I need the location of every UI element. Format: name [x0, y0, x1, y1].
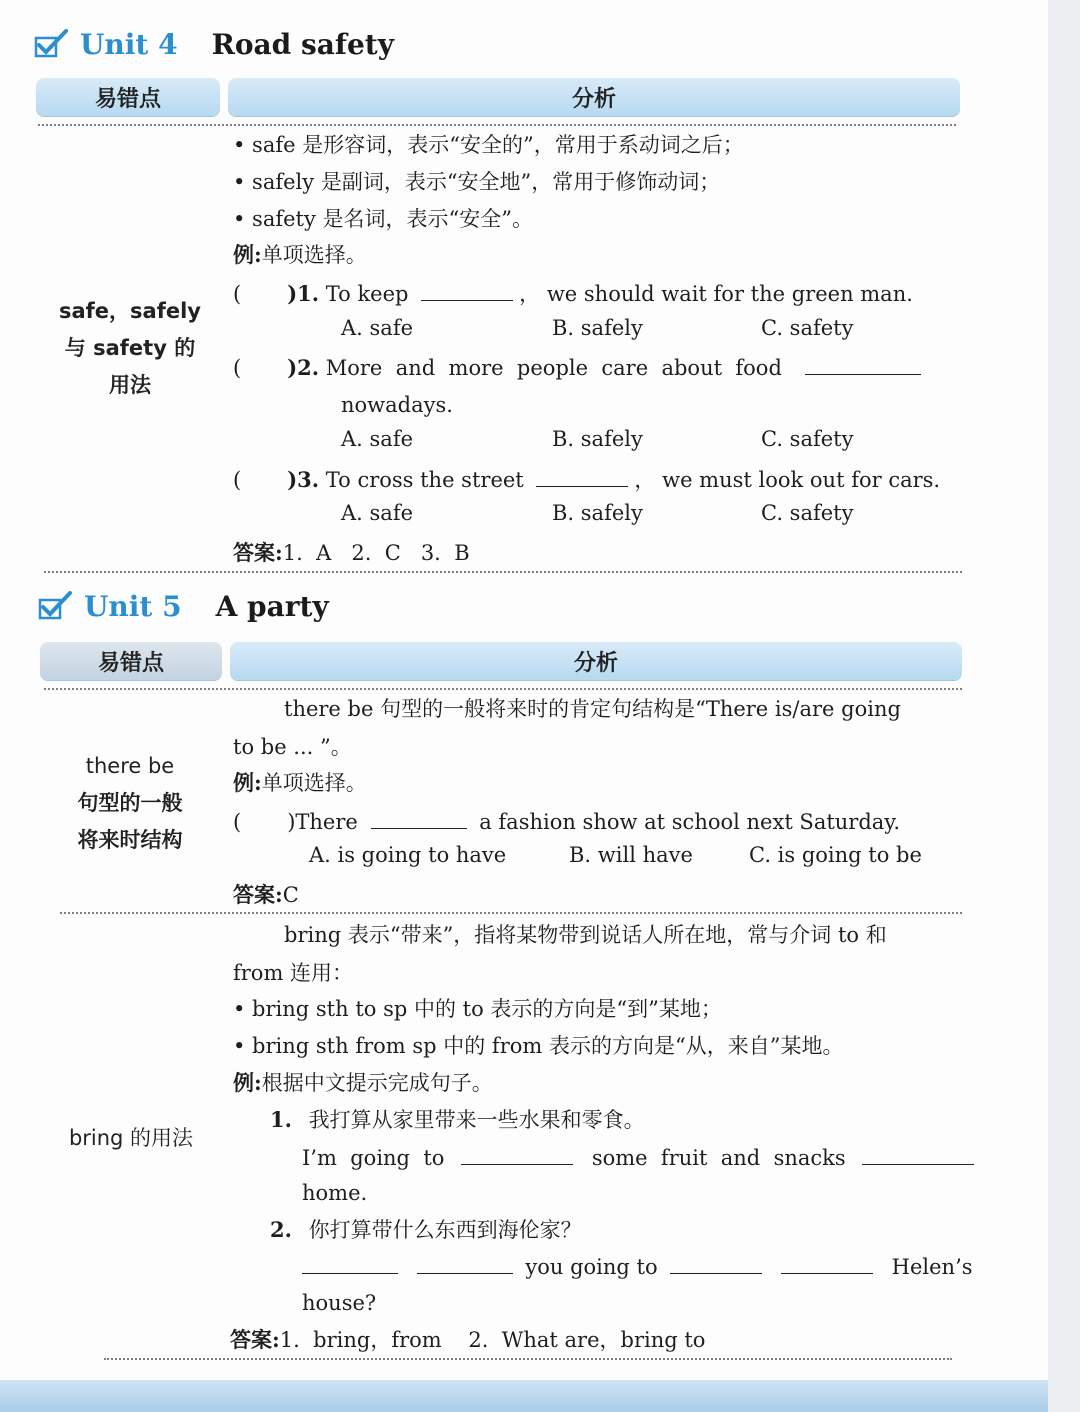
option-b: B. safely	[552, 316, 643, 340]
bring-question-2-cont: house?	[302, 1291, 377, 1315]
bullet-bring-to: • bring sth to sp 中的 to 表示的方向是“到”某地；	[233, 997, 722, 1021]
answer-blank[interactable]	[781, 1251, 873, 1274]
answer-blank[interactable]	[536, 464, 628, 487]
there-be-rule-cont: to be ... ”。	[233, 735, 352, 759]
topic-bring-usage: bring 的用法	[68, 1126, 194, 1150]
option-a: A. safe	[341, 427, 414, 451]
bullet-safely: • safely 是副词，表示“安全地”，常用于修饰动词；	[233, 170, 721, 194]
example-label: 例:单项选择。	[233, 770, 367, 795]
option-c: C. safety	[761, 427, 854, 451]
bring-question-1-english: I’m going to some fruit and snacks	[302, 1142, 980, 1173]
unit4-table-header	[36, 78, 960, 118]
option-b: B. will have	[569, 843, 693, 867]
unit5-number: Unit 5	[84, 589, 182, 623]
question-1: ( )1. To keep ， we should wait for the green man.	[233, 278, 913, 309]
example-label: 例:根据中文提示完成句子。	[233, 1070, 493, 1095]
example-label: 例:单项选择。	[233, 242, 367, 267]
unit4-title: Road safety	[211, 27, 394, 61]
bring-rule-cont: from 连用：	[233, 961, 354, 985]
bring-question-2-english: you going to Helen’s	[302, 1251, 973, 1282]
answer-blank[interactable]	[805, 352, 921, 375]
bullet-safety: • safety 是名词，表示“安全”。	[233, 207, 534, 231]
answer-blank[interactable]	[670, 1251, 762, 1274]
bring-question-2: 2. 你打算带什么东西到海伦家？	[270, 1217, 582, 1242]
header-error-point: 易错点	[36, 78, 220, 116]
bring-question-1: 1. 我打算从家里带来一些水果和零食。	[270, 1107, 645, 1132]
answer-blank[interactable]	[421, 278, 513, 301]
unit5-heading	[38, 586, 329, 626]
option-c: C. is going to be	[749, 843, 922, 867]
unit5-title: A party	[215, 589, 329, 623]
divider	[44, 688, 962, 690]
divider	[44, 571, 962, 573]
bullet-bring-from: • bring sth from sp 中的 from 表示的方向是“从，来自”某地。	[233, 1034, 844, 1058]
answer-blank[interactable]	[862, 1142, 974, 1165]
divider	[38, 124, 956, 126]
bullet-safe: • safe 是形容词，表示“安全的”，常用于系动词之后；	[233, 133, 744, 157]
option-b: B. safely	[552, 427, 643, 451]
page-edge	[1048, 0, 1080, 1412]
option-b: B. safely	[552, 501, 643, 525]
answer-key: 答案:1. bring，from 2. What are，bring to	[230, 1327, 706, 1352]
divider	[104, 1358, 952, 1360]
question-3: ( )3. To cross the street ， we must look out for cars.	[233, 464, 940, 495]
option-a: A. safe	[341, 501, 414, 525]
question-2-continuation: nowadays.	[341, 393, 453, 417]
option-a: A. safe	[341, 316, 414, 340]
answer-blank[interactable]	[417, 1251, 513, 1274]
answer-key: 答案:C	[233, 882, 299, 907]
question-2: ( )2. More and more people care about food	[233, 352, 927, 383]
answer-blank[interactable]	[302, 1251, 398, 1274]
option-c: C. safety	[761, 316, 854, 340]
answer-blank[interactable]	[371, 806, 467, 829]
option-a: A. is going to have	[309, 843, 507, 867]
option-c: C. safety	[761, 501, 854, 525]
there-be-question: ( )There a fashion show at school next Saturday.	[233, 806, 900, 837]
unit5-table-header	[40, 642, 962, 682]
answer-blank[interactable]	[461, 1142, 573, 1165]
checkmark-icon	[38, 591, 72, 621]
unit4-heading	[34, 24, 394, 64]
header-analysis: 分析	[228, 78, 960, 116]
unit4-number: Unit 4	[80, 27, 178, 61]
topic-there-be-future: there be 句型的一般 将来时结构	[77, 754, 183, 852]
checkmark-icon	[34, 29, 68, 59]
there-be-rule: there be 句型的一般将来时的肯定句结构是“There is/are going	[284, 697, 901, 721]
page-footer-band	[0, 1380, 1048, 1412]
header-analysis: 分析	[230, 642, 962, 680]
header-error-point: 易错点	[40, 642, 222, 680]
bring-rule: bring 表示“带来”，指将某物带到说话人所在地，常与介词 to 和	[284, 923, 887, 947]
bring-question-1-cont: home.	[302, 1181, 368, 1205]
answer-key: 答案:1. A 2. C 3. B	[233, 540, 470, 565]
topic-safe-safely-safety: safe，safely 与 safety 的 用法	[59, 299, 201, 397]
divider	[60, 912, 962, 914]
